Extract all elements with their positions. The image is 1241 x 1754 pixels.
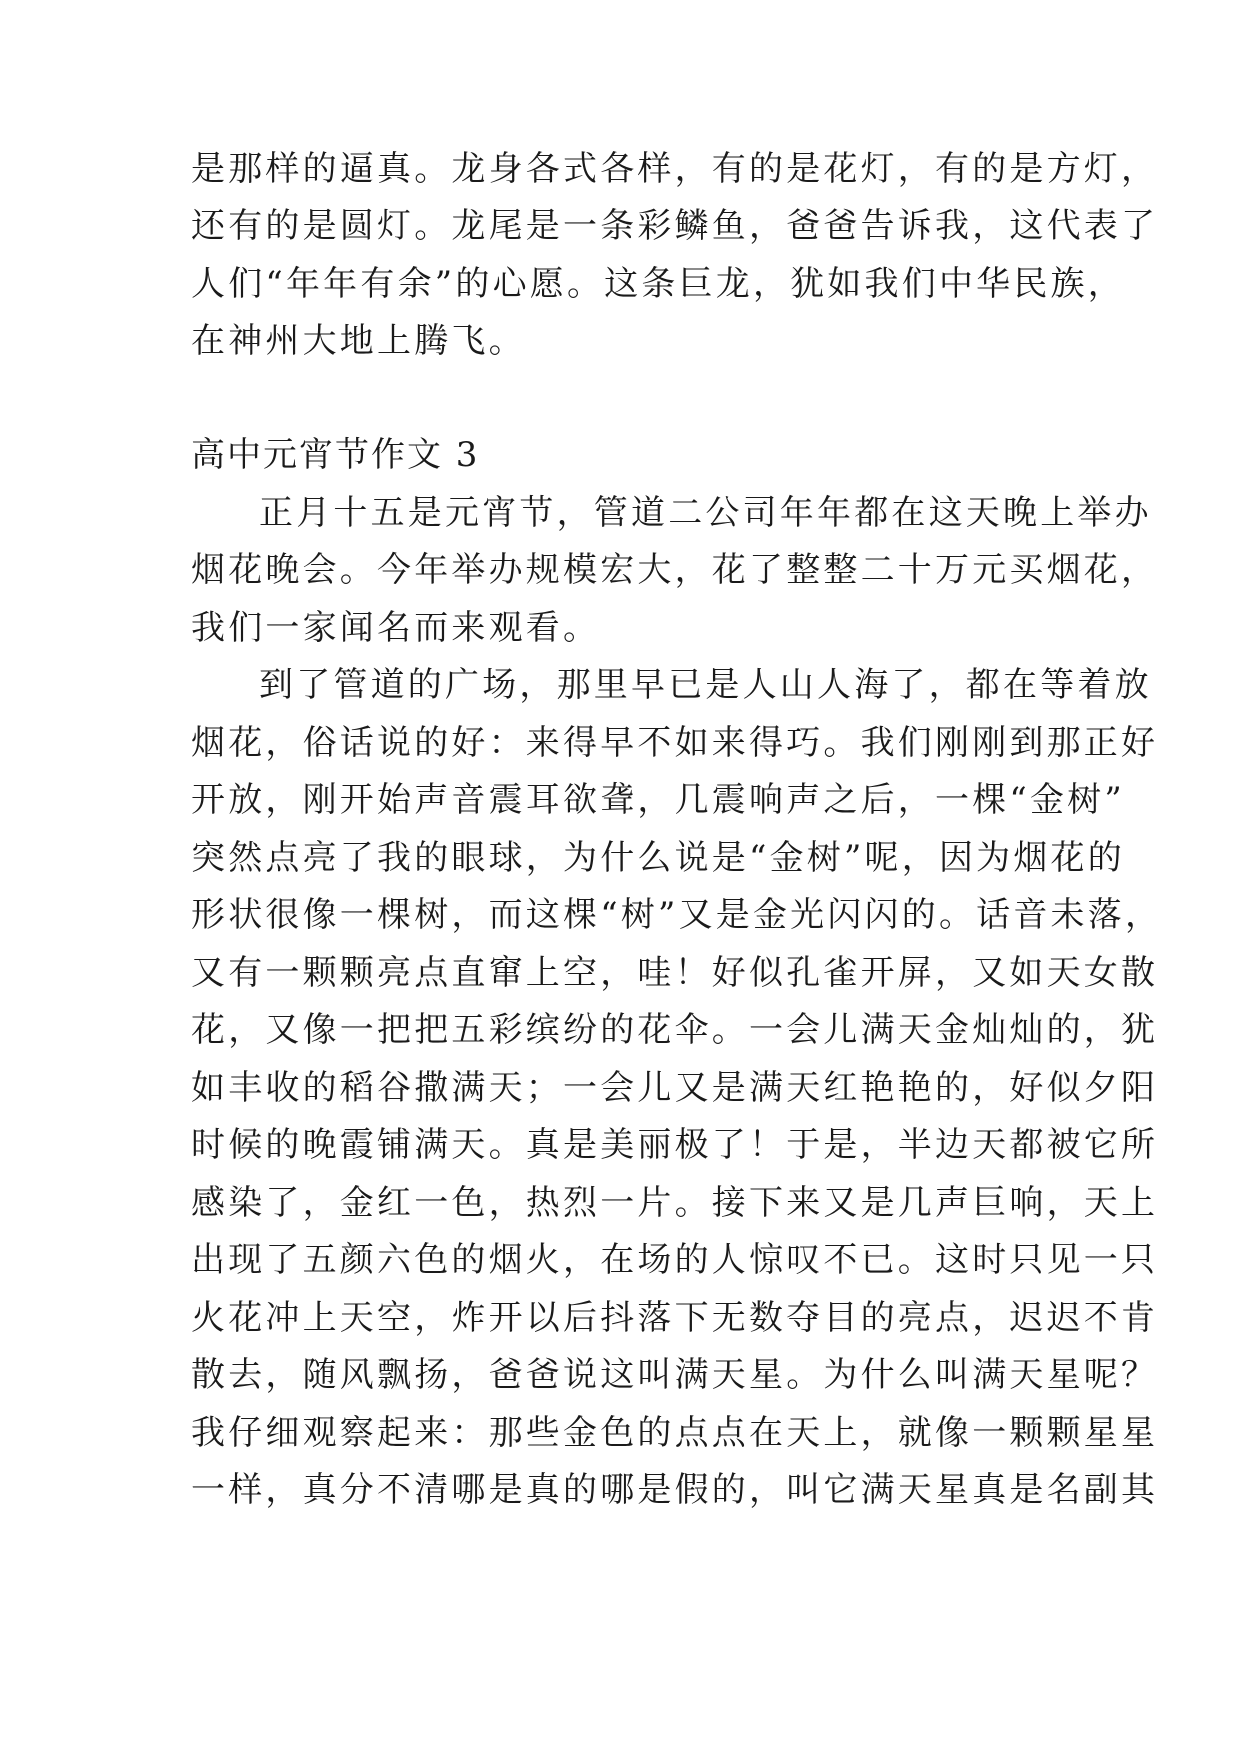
paragraph-2-line: 突然点亮了我的眼球，为什么说是“金树”呢，因为烟花的 <box>191 838 1125 878</box>
paragraph-1-line: 正月十五是元宵节，管道二公司年年都在这天晚上举办 <box>259 493 1152 533</box>
paragraph-2-line: 开放，刚开始声音震耳欲聋，几震响声之后，一棵“金树” <box>191 780 1125 820</box>
paragraph-2-line: 火花冲上天空，炸开以后抖落下无数夺目的亮点，迟迟不肯 <box>191 1298 1159 1338</box>
paragraph-2-line: 散去，随风飘扬，爸爸说这叫满天星。为什么叫满天星呢？ <box>191 1355 1159 1395</box>
paragraph-2-line: 又有一颗颗亮点直窜上空，哇！好似孔雀开屏，又如天女散 <box>191 953 1159 993</box>
prev-paragraph-line: 在神州大地上腾飞。 <box>191 321 526 361</box>
paragraph-2-line: 时候的晚霞铺满天。真是美丽极了！于是，半边天都被它所 <box>191 1125 1159 1165</box>
paragraph-2-line: 我仔细观察起来：那些金色的点点在天上，就像一颗颗星星 <box>191 1413 1159 1453</box>
paragraph-2-line: 烟花，俗话说的好：来得早不如来得巧。我们刚刚到那正好 <box>191 723 1159 763</box>
prev-paragraph-line: 还有的是圆灯。龙尾是一条彩鳞鱼，爸爸告诉我，这代表了 <box>191 206 1159 246</box>
section-title: 高中元宵节作文 3 <box>191 435 480 475</box>
paragraph-1-line: 我们一家闻名而来观看。 <box>191 608 601 648</box>
paragraph-2-line: 到了管道的广场，那里早已是人山人海了，都在等着放 <box>259 665 1152 705</box>
prev-paragraph-line: 人们“年年有余”的心愿。这条巨龙，犹如我们中华民族， <box>191 264 1125 304</box>
paragraph-2-line: 花，又像一把把五彩缤纷的花伞。一会儿满天金灿灿的，犹 <box>191 1010 1159 1050</box>
paragraph-2-line: 形状很像一棵树，而这棵“树”又是金光闪闪的。话音未落， <box>191 895 1163 935</box>
paragraph-2-line: 一样，真分不清哪是真的哪是假的，叫它满天星真是名副其 <box>191 1470 1159 1510</box>
prev-paragraph-line: 是那样的逼真。龙身各式各样，有的是花灯，有的是方灯， <box>191 149 1159 189</box>
paragraph-1-line: 烟花晚会。今年举办规模宏大，花了整整二十万元买烟花， <box>191 550 1159 590</box>
paragraph-2-line: 如丰收的稻谷撒满天；一会儿又是满天红艳艳的，好似夕阳 <box>191 1068 1159 1108</box>
paragraph-2-line: 感染了，金红一色，热烈一片。接下来又是几声巨响，天上 <box>191 1183 1159 1223</box>
paragraph-2-line: 出现了五颜六色的烟火，在场的人惊叹不已。这时只见一只 <box>191 1240 1159 1280</box>
